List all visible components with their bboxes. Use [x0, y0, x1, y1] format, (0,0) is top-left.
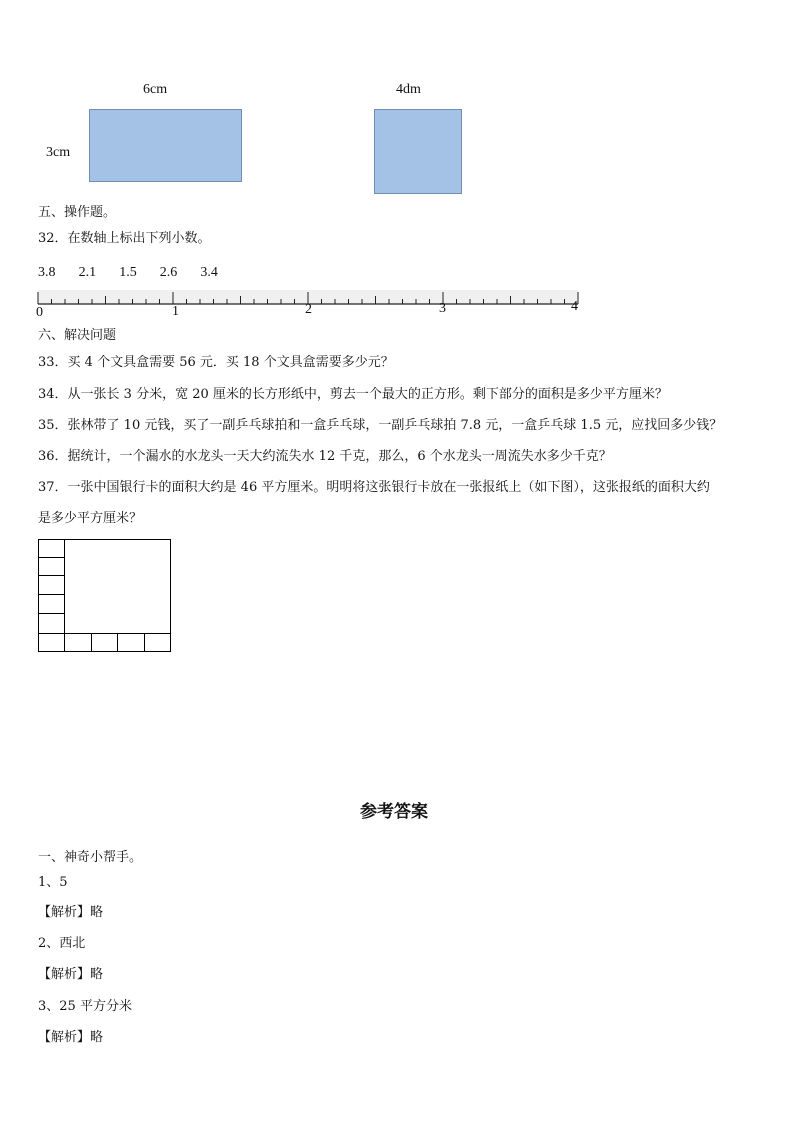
question-37-line1: 37．一张中国银行卡的面积大约是 46 平方厘米。明明将这张银行卡放在一张报纸上（如下图），这张报纸的面积大约 — [38, 480, 710, 495]
card-cell — [38, 633, 65, 652]
rectangle-figure — [89, 109, 242, 182]
question-37-line2: 是多少平方厘米？ — [38, 511, 143, 526]
decimal-item: 2.1 — [78, 265, 97, 280]
axis-label-2: 2 — [305, 302, 312, 317]
decimal-item: 3.4 — [200, 265, 218, 280]
answer-item: 2、西北 — [38, 936, 86, 951]
answers-title: 参考答案 — [360, 802, 428, 822]
question-34: 34．从一张长 3 分米，宽 20 厘米的长方形纸中，剪去一个最大的正方形。剩下部分的面积是多少平方厘米？ — [38, 387, 668, 402]
answer-item: 1、5 — [38, 875, 68, 890]
question-35: 35．张林带了 10 元钱，买了一副乒乓球拍和一盒乒乓球，一副乒乓球拍 7.8 元，一盒乒乓球 1.5 元，应找回多少钱？ — [38, 418, 723, 433]
number-line — [34, 286, 594, 322]
question-33: 33．买 4 个文具盒需要 56 元．买 18 个文具盒需要多少元？ — [38, 355, 394, 370]
decimal-item: 1.5 — [119, 265, 137, 280]
axis-label-0: 0 — [36, 305, 43, 320]
question-36: 36．据统计，一个漏水的水龙头一天大约流失水 12 千克，那么，6 个水龙头一周流失水多少千克？ — [38, 449, 612, 464]
card-cell — [117, 633, 145, 652]
card-cell — [38, 539, 65, 558]
axis-label-3: 3 — [439, 301, 446, 316]
question-32: 32．在数轴上标出下列小数。 — [38, 231, 211, 246]
rect-width-label: 6cm — [143, 82, 168, 97]
analysis-item: 【解析】略 — [38, 967, 104, 982]
card-cell — [38, 594, 65, 614]
card-cell — [91, 633, 118, 652]
card-cell — [64, 633, 92, 652]
section6-heading: 六、解决问题 — [38, 328, 117, 343]
answer-item: 3、25 平方分米 — [38, 999, 132, 1014]
square-figure — [374, 109, 462, 194]
answers-section1: 一、神奇小帮手。 — [38, 850, 143, 865]
card-cell — [38, 575, 65, 595]
card-cell — [38, 557, 65, 576]
decimal-item: 3.8 — [38, 265, 56, 280]
axis-label-1: 1 — [172, 304, 179, 319]
square-label: 4dm — [396, 82, 421, 97]
decimal-list — [38, 261, 236, 281]
newspaper-figure — [38, 539, 171, 652]
decimal-item: 2.6 — [159, 265, 178, 280]
card-cell — [38, 613, 65, 634]
axis-label-4: 4 — [571, 299, 578, 314]
card-cell — [144, 633, 171, 652]
rect-height-label: 3cm — [46, 145, 71, 160]
analysis-item: 【解析】略 — [38, 905, 104, 920]
analysis-item: 【解析】略 — [38, 1030, 104, 1045]
section5-heading: 五、操作题。 — [38, 205, 117, 220]
